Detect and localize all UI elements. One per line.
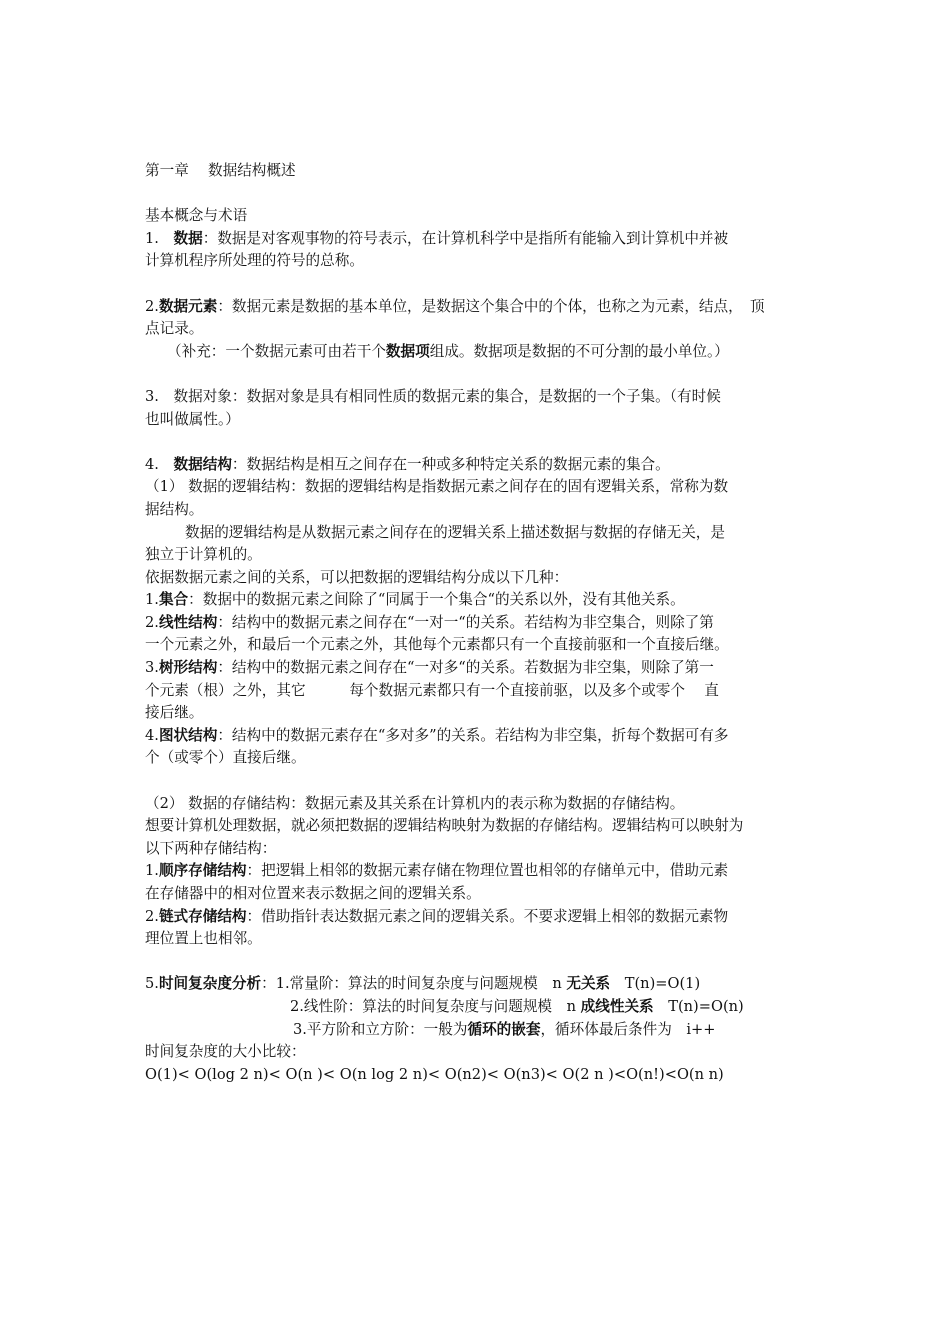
- term-nested-loop: 循环的嵌套: [467, 1020, 541, 1038]
- term-data-item: 数据项: [385, 342, 430, 360]
- definition-text: ：1.常量阶：算法的时间复杂度与问题规模 n: [261, 975, 567, 993]
- item-number: 2.: [145, 907, 159, 925]
- term-time-complexity: 时间复杂度分析: [158, 975, 262, 993]
- section-title: 基本概念与术语: [145, 207, 248, 225]
- data-definition: [145, 228, 825, 251]
- supplement-text: 组成。数据项是数据的不可分割的最小单位。）: [429, 342, 729, 360]
- kind-tree-cont: 接后继。: [145, 704, 204, 722]
- logical-structure-line: 独立于计算机的。: [145, 546, 262, 564]
- complexity-linear: [145, 996, 825, 1019]
- item-number: 1.: [145, 591, 159, 609]
- term-graph-structure: 图状结构: [158, 726, 218, 744]
- kind-tree-cont: 个元素（根）之外，其它 每个数据元素都只有一个直接前驱，以及多个或零个 直: [145, 681, 719, 699]
- complexity-order: O(1)< O(log 2 n)< O(n )< O(n log 2 n)< O(n2)< O(n3)< O(2 n )<O(n!)<O(n n): [145, 1065, 724, 1083]
- item-number: 3.: [145, 659, 159, 677]
- sequential-storage-cont: 在存储器中的相对位置来表示数据之间的逻辑关系。: [145, 885, 481, 902]
- term-data-element: 数据元素: [158, 297, 218, 315]
- definition-text: ：数据元素是数据的基本单位，是数据这个集合中的个体，也称之为元素，结点， 顶: [217, 297, 765, 315]
- definition-text: ：结构中的数据元素之间存在“一对多“的关系。若数据为非空集，则除了第一: [217, 659, 714, 677]
- term-no-relation: 无关系: [566, 975, 611, 993]
- storage-structure-line: （2） 数据的存储结构：数据元素及其关系在计算机内的表示称为数据的存储结构。: [145, 794, 685, 812]
- document-body: [145, 160, 825, 1086]
- kind-linear-cont: 一个元素之外，和最后一个元素之外，其他每个元素都只有一个直接前驱和一个直接后继。: [145, 636, 729, 654]
- term-sequential-storage: 顺序存储结构: [158, 862, 247, 880]
- definition-text: ：结构中的数据元素存在“多对多”的关系。若结构为非空集，折每个数据可有多: [217, 726, 729, 744]
- definition-text: ：数据中的数据元素之间除了“同属于一个集合“的关系以外，没有其他关系。: [188, 591, 685, 609]
- item-number: 5.: [145, 975, 159, 993]
- definition-text: ：数据结构是相互之间存在一种或多种特定关系的数据元素的集合。: [231, 455, 670, 473]
- item-number: 1.: [145, 862, 159, 880]
- definition-text: ：借助指针表达数据元素之间的逻辑关系。不要求逻辑上相邻的数据元素物: [246, 907, 729, 925]
- complexity-constant: [145, 973, 825, 996]
- item-number: 2.: [145, 613, 159, 631]
- linked-storage: [145, 906, 825, 929]
- definition-text: ：结构中的数据元素之间存在“一对一“的关系。若结构为非空集合，则除了第: [217, 613, 714, 631]
- term-data: 数据: [173, 229, 203, 247]
- data-object-definition: 3. 数据对象：数据对象是具有相同性质的数据元素的集合，是数据的一个子集。（有时候: [145, 387, 721, 405]
- item-number: 1.: [145, 229, 174, 247]
- definition-text: ：把逻辑上相邻的数据元素存储在物理位置也相邻的存储单元中，借助元素: [246, 862, 729, 880]
- linked-storage-cont: 理位置上也相邻。: [145, 930, 262, 948]
- data-element-definition-cont: 点记录。: [145, 320, 204, 338]
- item-number: 4.: [145, 455, 174, 473]
- formula-text: T(n)=O(n): [653, 997, 744, 1015]
- definition-text: 2.线性阶：算法的时间复杂度与问题规模 n: [290, 997, 581, 1015]
- kind-linear: [145, 612, 825, 635]
- complexity-square-cubic: [145, 1019, 825, 1042]
- data-definition-cont: 计算机程序所处理的符号的总称。: [145, 252, 364, 270]
- term-tree-structure: 树形结构: [158, 659, 218, 677]
- definition-text: 3.平方阶和立方阶：一般为: [293, 1020, 468, 1038]
- complexity-compare-label: 时间复杂度的大小比较：: [145, 1043, 306, 1061]
- kind-graph-cont: 个（或零个）直接后继。: [145, 749, 306, 767]
- data-structure-definition: [145, 454, 825, 477]
- logical-structure-intro: 依据数据元素之间的关系，可以把数据的逻辑结构分成以下几种：: [145, 568, 569, 586]
- kind-tree: [145, 657, 825, 680]
- definition-text: ：数据是对客观事物的符号表示，在计算机科学中是指所有能输入到计算机中并被: [202, 229, 729, 247]
- item-number: 2.: [145, 297, 159, 315]
- data-element-definition: [145, 296, 825, 319]
- term-data-structure: 数据结构: [173, 455, 232, 473]
- item-number: 4.: [145, 726, 159, 744]
- logical-structure-line: 数据的逻辑结构是从数据元素之间存在的逻辑关系上描述数据与数据的存储无关，是: [185, 523, 725, 541]
- data-object-definition-cont: 也叫做属性。）: [145, 410, 240, 428]
- kind-set: [145, 589, 825, 612]
- term-linear-relation: 成线性关系: [580, 997, 654, 1015]
- definition-text: ，循环体最后条件为 i++: [540, 1020, 716, 1038]
- term-linear-structure: 线性结构: [158, 613, 218, 631]
- supplement-text: （补充：一个数据元素可由若干个: [167, 342, 386, 360]
- logical-structure-line: （1） 数据的逻辑结构：数据的逻辑结构是指数据元素之间存在的固有逻辑关系，常称为数: [145, 478, 729, 496]
- formula-text: T(n)=O(1): [610, 975, 701, 993]
- storage-structure-line: 想要计算机处理数据，就必须把数据的逻辑结构映射为数据的存储结构。逻辑结构可以映射为: [145, 817, 744, 835]
- term-linked-storage: 链式存储结构: [158, 907, 247, 925]
- term-set: 集合: [158, 591, 189, 609]
- sequential-storage: [145, 860, 825, 883]
- chapter-title: 第一章 数据结构概述: [145, 162, 296, 179]
- kind-graph: [145, 725, 825, 748]
- data-item-supplement: [145, 341, 825, 364]
- storage-structure-line: 以下两种存储结构：: [145, 839, 277, 857]
- logical-structure-line: 据结构。: [145, 500, 204, 518]
